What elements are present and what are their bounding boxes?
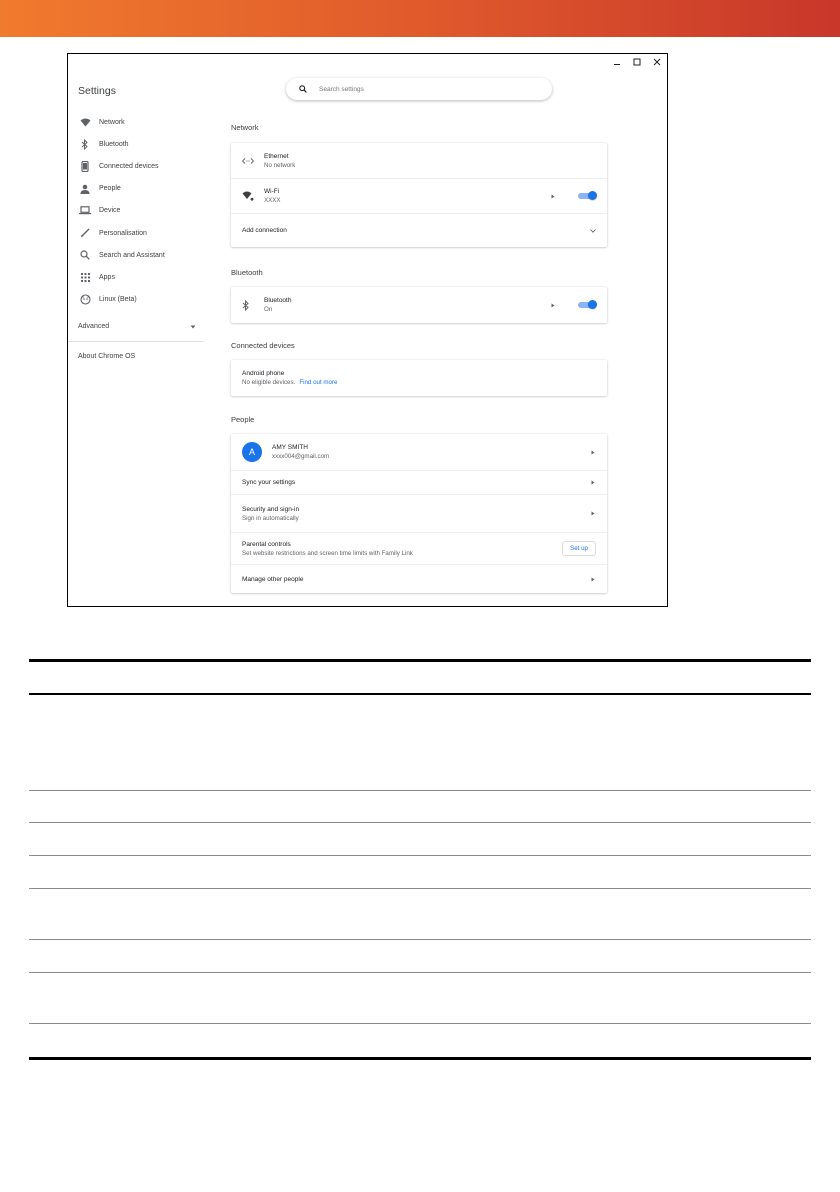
toggle-knob <box>588 191 597 200</box>
section-title-bluetooth: Bluetooth <box>231 268 263 277</box>
account-row[interactable] <box>231 434 607 470</box>
table-row-divider <box>29 822 811 823</box>
chevron-right-icon <box>590 576 596 582</box>
bluetooth-icon <box>242 300 258 311</box>
sidebar-item-label: Connected devices <box>99 162 159 170</box>
chevron-right-icon <box>590 449 596 455</box>
sidebar-item-network[interactable] <box>68 111 203 133</box>
bluetooth-title: Bluetooth <box>264 297 292 304</box>
maximize-icon <box>633 58 641 66</box>
wifi-title: Wi-Fi <box>264 188 280 195</box>
sidebar-item-label: Linux (Beta) <box>99 296 137 304</box>
maximize-button[interactable] <box>631 56 643 68</box>
sidebar-item-personalisation[interactable] <box>68 222 203 244</box>
network-card <box>231 143 607 247</box>
sidebar-advanced-toggle[interactable] <box>68 315 203 339</box>
table-row-divider <box>29 972 811 973</box>
android-phone-row[interactable] <box>231 360 607 396</box>
ethernet-status: No network <box>264 161 296 169</box>
table-row-divider <box>29 939 811 940</box>
manage-other-people-row[interactable] <box>231 564 607 593</box>
table-row-divider <box>29 790 811 791</box>
wifi-row[interactable] <box>231 178 607 213</box>
android-phone-title: Android phone <box>242 370 285 377</box>
sidebar-divider <box>68 341 203 342</box>
section-title-connected-devices: Connected devices <box>231 341 295 350</box>
top-banner <box>0 0 840 37</box>
search-icon <box>299 85 307 93</box>
bluetooth-status: On <box>264 306 273 313</box>
sidebar-item-people[interactable] <box>68 178 203 200</box>
wifi-icon <box>79 116 91 128</box>
set-up-button[interactable]: Set up <box>562 541 596 556</box>
advanced-label: Advanced <box>78 323 110 331</box>
connected-devices-card <box>231 360 607 396</box>
search-input[interactable] <box>317 85 521 94</box>
bluetooth-icon <box>79 138 91 150</box>
chevron-down-icon <box>190 325 196 329</box>
phone-icon <box>79 160 91 172</box>
table-row-divider <box>29 855 811 856</box>
laptop-icon <box>79 205 91 217</box>
linux-icon <box>79 294 91 306</box>
close-icon <box>653 58 661 66</box>
sidebar <box>68 111 203 360</box>
apps-grid-icon <box>79 271 91 283</box>
person-icon <box>79 183 91 195</box>
find-out-more-link[interactable]: Find out more <box>299 379 338 386</box>
sidebar-item-bluetooth[interactable] <box>68 133 203 155</box>
chevron-right-icon <box>590 511 596 517</box>
table-top-rule <box>29 659 811 662</box>
search-bar[interactable] <box>286 78 552 100</box>
section-title-network: Network <box>231 123 259 132</box>
sidebar-item-label: Personalisation <box>99 229 147 237</box>
brush-icon <box>79 227 91 239</box>
sidebar-item-search-and-assistant[interactable] <box>68 244 203 266</box>
wifi-arrow-icon[interactable] <box>550 193 556 199</box>
bluetooth-card <box>231 287 607 323</box>
sidebar-item-label: Search and Assistant <box>99 251 165 259</box>
table-row-divider <box>29 888 811 889</box>
add-connection-row[interactable] <box>231 213 607 247</box>
toggle-knob <box>588 300 597 309</box>
parental-controls-title: Parental controls <box>242 540 291 548</box>
avatar: A <box>242 442 262 462</box>
sidebar-item-device[interactable] <box>68 200 203 222</box>
bluetooth-arrow-icon[interactable] <box>550 302 556 308</box>
bluetooth-toggle[interactable] <box>578 301 596 309</box>
chevron-right-icon <box>590 480 596 486</box>
chevron-down-icon <box>590 229 596 233</box>
wifi-toggle[interactable] <box>578 192 596 200</box>
android-phone-status: No eligible devices. <box>242 379 296 386</box>
people-card <box>231 434 607 593</box>
sidebar-item-label: Device <box>99 207 121 215</box>
window-controls <box>611 56 663 68</box>
sync-settings-row[interactable] <box>231 470 607 494</box>
sidebar-item-about[interactable]: About Chrome OS <box>78 352 136 360</box>
account-email: xxxx004@gmail.com <box>272 453 330 460</box>
ethernet-row[interactable] <box>231 143 607 178</box>
section-title-people: People <box>231 415 255 424</box>
minimize-icon <box>613 58 621 66</box>
sidebar-item-label: Bluetooth <box>99 140 129 148</box>
sync-settings-label: Sync your settings <box>242 479 296 486</box>
minimize-button[interactable] <box>611 56 623 68</box>
wifi-status: XXXX <box>264 197 281 204</box>
security-signin-status: Sign in automatically <box>242 514 299 522</box>
manage-other-people-label: Manage other people <box>242 575 304 583</box>
table-row-divider <box>29 1023 811 1024</box>
parental-controls-status: Set website restrictions and screen time limits with Family Link <box>242 549 413 557</box>
sidebar-item-apps[interactable] <box>68 266 203 288</box>
table-bottom-rule <box>29 1057 811 1060</box>
parental-controls-row <box>231 532 607 564</box>
sidebar-item-label: People <box>99 185 121 193</box>
table-header-rule <box>29 693 811 695</box>
bluetooth-row[interactable] <box>231 287 607 323</box>
sidebar-item-label: Network <box>99 118 125 126</box>
wifi-icon <box>242 191 258 201</box>
app-title: Settings <box>78 85 116 97</box>
ethernet-title: Ethernet <box>264 152 289 160</box>
sidebar-item-connected-devices[interactable] <box>68 155 203 177</box>
account-name: AMY SMITH <box>272 444 308 451</box>
sidebar-item-linux[interactable] <box>68 289 203 311</box>
settings-window <box>67 53 668 607</box>
ethernet-icon <box>242 158 258 164</box>
close-button[interactable] <box>651 56 663 68</box>
add-connection-label: Add connection <box>242 227 287 234</box>
security-signin-title: Security and sign-in <box>242 505 300 513</box>
sidebar-item-label: Apps <box>99 273 115 281</box>
search-icon <box>79 249 91 261</box>
security-signin-row[interactable] <box>231 494 607 532</box>
